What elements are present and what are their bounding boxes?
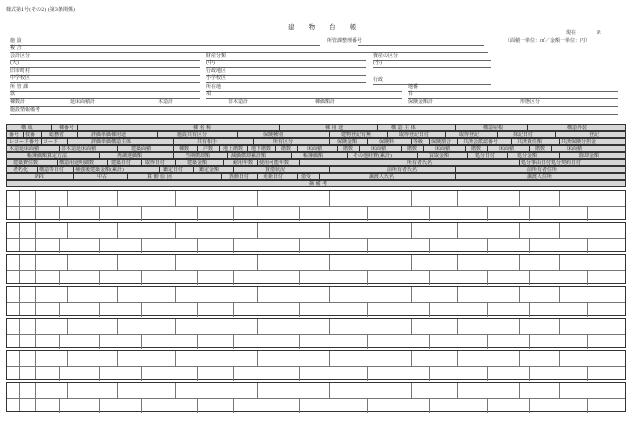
info-label: 中学校区	[10, 75, 31, 81]
composite-field[interactable]	[10, 52, 488, 53]
header-cell: 棟 用 途	[325, 125, 344, 131]
header-row-4	[6, 145, 626, 152]
info-label: 項	[206, 91, 212, 97]
info-label: 地番	[408, 84, 419, 90]
header-cell: 地上階数	[223, 146, 244, 152]
info-label: 棟価額計	[315, 99, 336, 105]
header-cell: 譲渡人住所	[527, 174, 553, 180]
info-label: 所 管 課	[10, 84, 29, 90]
administration-field[interactable]	[373, 84, 491, 85]
asset-class-field[interactable]	[206, 60, 366, 61]
header-cell: 保険料	[379, 139, 395, 145]
header-cell: 構造等日付	[39, 167, 65, 173]
elementary-district-field[interactable]	[206, 82, 366, 83]
info-label: 行政	[373, 77, 384, 83]
header-cell: 所有区分	[273, 139, 294, 145]
header-cell: 共有相手	[197, 139, 218, 145]
category-large-field[interactable]	[10, 67, 200, 68]
facility-notes-field[interactable]	[10, 114, 618, 115]
header-cell: 算 動 原 因	[147, 174, 172, 180]
category-small-field[interactable]	[373, 67, 491, 68]
header-cell: 処分金額	[517, 153, 538, 159]
info-label: 延床面積計	[70, 99, 96, 105]
info-label: 財産分類	[206, 53, 227, 59]
header-cell: 非木造延床面積	[61, 146, 97, 152]
header-cell: 建築金額	[187, 160, 208, 166]
header-cell: 摘 備 考	[309, 181, 328, 187]
header-row-6	[6, 159, 626, 166]
info-label: (中)	[206, 60, 215, 66]
header-cell: 等級	[413, 139, 424, 145]
header-row-1	[6, 124, 626, 131]
header-cell: 建物登記有無	[341, 132, 372, 138]
info-label: 形態区分	[520, 99, 541, 105]
header-cell: 共済責任額	[517, 139, 543, 145]
ledger-entry[interactable]	[6, 254, 626, 284]
header-cell: 床面積	[371, 146, 387, 152]
header-cell: 帳簿価額	[303, 153, 324, 159]
header-cell: 棟番号	[59, 125, 75, 131]
header-cell: 共済会派認番号	[463, 139, 499, 145]
header-cell: 登記	[589, 132, 600, 138]
header-row-7	[6, 166, 626, 173]
asset-category-field[interactable]	[373, 60, 491, 61]
info-label: 所在地	[206, 84, 222, 90]
header-cell: 取得登記	[459, 132, 480, 138]
header-row-8	[6, 173, 626, 180]
header-cell: 保険割合	[431, 139, 452, 145]
header-cell: 抹記日付	[513, 132, 534, 138]
header-cell: PFI	[35, 174, 44, 180]
header-cell: 階数	[343, 146, 354, 152]
header-cell: 建築面積	[131, 146, 152, 152]
header-cell: 取得登記日付	[399, 132, 430, 138]
header-cell: 階数	[407, 146, 418, 152]
header-cell: 床面積	[435, 146, 451, 152]
ledger-entry[interactable]	[6, 350, 626, 380]
header-cell: 木造延床面積	[9, 146, 40, 152]
header-cell: 床面積	[499, 146, 515, 152]
units-note: （面積一単位：㎡／金額一単位：円）	[505, 38, 591, 44]
date-label: 現在	[566, 30, 577, 36]
header-cell: 耐用年数	[233, 160, 254, 166]
info-label: 資産の区分	[373, 53, 399, 59]
info-label: (大)	[10, 60, 19, 66]
header-row-3	[6, 138, 626, 145]
header-cell: 異動日付	[229, 174, 250, 180]
header-cell: 使用可能年数	[259, 160, 290, 166]
info-label: (小)	[373, 60, 382, 66]
header-cell: 補強後建築金額(累計)	[75, 167, 124, 173]
info-label: 施設情報備考	[10, 107, 41, 113]
header-cell: 番号	[9, 132, 20, 138]
header-row-2	[6, 131, 626, 138]
header-cell: 買取金額	[429, 153, 450, 159]
header-cell: 枝番	[25, 132, 36, 138]
ledger-entry[interactable]	[6, 222, 626, 252]
header-cell: 処分日付	[475, 153, 496, 159]
info-label: 行政地区	[206, 68, 227, 74]
header-cell: その他経費(累計)	[353, 153, 392, 159]
info-label: 小学校区	[206, 75, 227, 81]
location-field[interactable]	[206, 91, 402, 92]
accounting-field[interactable]	[10, 60, 200, 61]
header-row-9	[6, 180, 626, 187]
header-cell: 棟数	[179, 146, 190, 152]
header-cell: 保険金額	[337, 139, 358, 145]
category-medium-field[interactable]	[206, 67, 366, 68]
admin-district-field[interactable]	[206, 75, 366, 76]
header-cell: 老朽化	[13, 167, 29, 173]
info-label: 目	[408, 91, 414, 97]
mgmt-number-label: 所管課整理番号	[327, 38, 363, 44]
old-municipality-field[interactable]	[10, 75, 200, 76]
header-cell: 借受	[301, 174, 312, 180]
header-cell: 構造外装	[567, 125, 588, 131]
header-cell: 減価償却累計額	[231, 153, 267, 159]
info-label: 款	[10, 91, 16, 97]
header-cell: 構 造 主 体	[391, 125, 416, 131]
header-cell: 階数	[471, 146, 482, 152]
totals-line	[10, 106, 618, 107]
info-label: 非木造計	[228, 99, 249, 105]
header-cell: 再調達価額	[117, 153, 143, 159]
header-cell: 鑑定日付	[163, 167, 184, 173]
page-label: P.	[597, 30, 601, 36]
header-cell: 所有者氏名	[407, 160, 433, 166]
header-cell: 除却金額	[579, 153, 600, 159]
info-label: 棟数計	[10, 99, 26, 105]
mgmt-number-field[interactable]	[358, 45, 484, 46]
info-label: 複 合	[10, 45, 22, 51]
ledger-entry[interactable]	[6, 318, 626, 348]
header-cell: コード	[43, 139, 59, 145]
info-label: 施 設	[10, 38, 22, 44]
header-cell: 建築日付	[111, 160, 132, 166]
header-cell: 共済保険分担金	[561, 139, 597, 145]
header-row-5	[6, 152, 626, 159]
header-cell: 評価単価棟用途	[91, 132, 127, 138]
info-label: 木造計	[158, 99, 174, 105]
header-cell: 中古	[97, 174, 108, 180]
header-cell: 階数	[281, 146, 292, 152]
header-cell: 帳簿価額算定方法	[27, 153, 68, 159]
info-label: 会計区分	[10, 53, 31, 59]
header-cell: 取得日付	[145, 160, 166, 166]
header-cell: 評価単価構造主体	[91, 139, 132, 145]
header-cell: 階数	[535, 146, 546, 152]
header-cell: 建築費住数	[13, 160, 39, 166]
header-cell: 保険種別	[263, 132, 284, 138]
header-cell: 鑑定金額	[199, 167, 220, 173]
header-cell: 更新日付	[263, 174, 284, 180]
header-cell: 賃借状況	[265, 167, 286, 173]
header-cell: 施設共有区分	[177, 132, 208, 138]
header-cell: 前所有者氏名	[387, 167, 418, 173]
header-cell: レコード番号	[9, 139, 40, 145]
header-cell: 総務省	[49, 132, 65, 138]
header-cell: 当期償却額	[185, 153, 211, 159]
ledger-entry[interactable]	[6, 382, 626, 412]
header-cell: 地下階数	[251, 146, 272, 152]
header-cell: 処分事由日付処分契約日付	[521, 160, 582, 166]
header-cell: 前所有者住所	[527, 167, 558, 173]
info-label: 保険金額計	[408, 99, 434, 105]
facility-field[interactable]	[10, 45, 320, 46]
ledger-entry[interactable]	[6, 190, 626, 220]
junior-high-district-field[interactable]	[10, 82, 200, 83]
header-cell: 譲渡人氏名	[369, 174, 395, 180]
info-label: 旧市町村	[10, 68, 31, 74]
lot-number-field[interactable]	[408, 91, 618, 92]
header-cell: 床面積	[567, 146, 583, 152]
header-cell: 構造屋根	[483, 125, 504, 131]
header-cell: 構造用途明細数	[59, 160, 95, 166]
page-title: 建 物 台 帳	[288, 23, 363, 31]
budget-subitem-field[interactable]	[408, 98, 618, 99]
header-cell: 棟 名 称	[193, 125, 212, 131]
department-field[interactable]	[10, 91, 200, 92]
header-cell: 構 成	[21, 125, 33, 131]
form-id: 様式第1号(その2) (第3条関係)	[6, 7, 75, 13]
ledger-entry[interactable]	[6, 286, 626, 316]
header-cell: 戸数	[203, 146, 214, 152]
header-cell: 床面積	[307, 146, 323, 152]
